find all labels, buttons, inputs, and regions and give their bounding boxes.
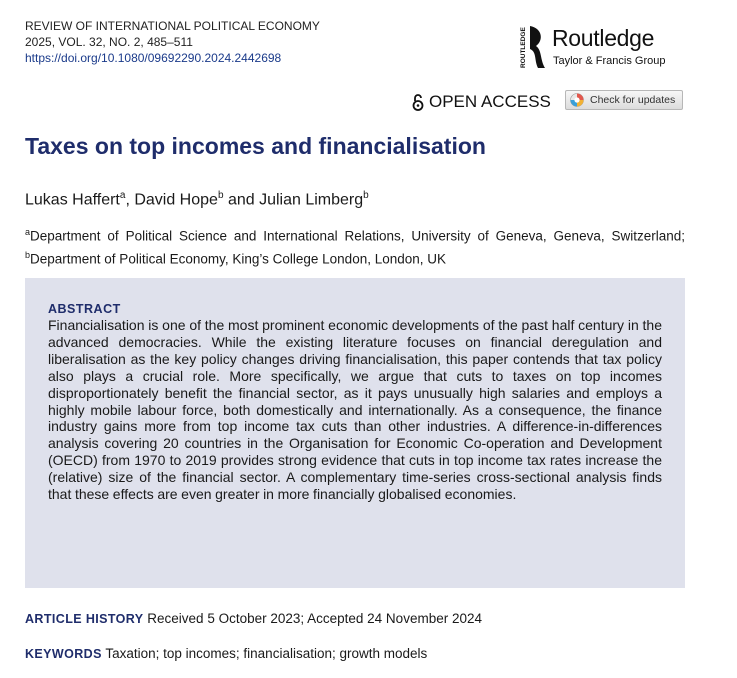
article-history-label: ARTICLE HISTORY [25, 612, 144, 626]
article-title: Taxes on top incomes and financialisation [25, 133, 486, 159]
publisher-group: Taylor & Francis Group [553, 55, 666, 67]
affiliation-mark: b [25, 249, 31, 260]
article-history-text: Received 5 October 2023; Accepted 24 November 2024 [147, 611, 482, 626]
abstract-text: Financialisation is one of the most prominent economic developments of the past half century in the advanced democracies. While the existing literature focuses on financial deregulation and liberalisation as the key policy changes driving financialisation, this paper contends that tax policy also plays a crucial role. More specifically, we argue that cuts to taxes on top incomes disproportionately benefit the financial sector, as it pays unusually high salaries and employs a highly mobile labour force, both domestically and internationally. As a consequence, the finance industry gains more from top income tax cuts than other industries. A difference-in-differences analysis covering 20 countries in the Organisation for Economic Co-operation and Development (OECD) from 1970 to 2019 provides strong evidence that cuts in top income tax rates increase the (relative) size of the financial sector. A complementary time-series cross-sectional analysis finds that these effects are even greater in more financially globalised economies. [48, 317, 662, 503]
publisher-logo [518, 24, 708, 74]
author-name[interactable]: Lukas Haffert [25, 191, 120, 209]
keywords-text: Taxation; top incomes; financialisation; growth models [105, 646, 428, 661]
keywords [25, 645, 427, 663]
author-name[interactable]: David Hope [134, 191, 218, 209]
crossmark-icon [570, 93, 584, 107]
affiliation-text: Department of Political Science and International Relations, University of Geneva, Geneva, Switzerland; [30, 228, 685, 244]
article-history [25, 610, 482, 628]
check-for-updates-label: Check for updates [590, 94, 676, 106]
author-affiliation-mark: b [363, 190, 369, 201]
publisher-name: Routledge [552, 25, 655, 51]
author-separator: , [125, 191, 135, 209]
affiliations [25, 223, 685, 268]
affiliation-mark: a [25, 227, 31, 237]
journal-volume-info: 2025, VOL. 32, NO. 2, 485–511 [25, 35, 193, 49]
author-affiliation-mark: b [217, 190, 224, 201]
author-affiliation-mark: a [119, 190, 126, 201]
open-lock-icon [412, 93, 424, 111]
publisher-mark-text: ROUTLEDGE [520, 27, 527, 68]
author-separator: and [223, 191, 260, 209]
author-name[interactable]: Julian Limberg [259, 191, 364, 209]
abstract-box [25, 278, 685, 588]
journal-name: REVIEW OF INTERNATIONAL POLITICAL ECONOMY [25, 19, 320, 33]
author-list [25, 185, 369, 211]
routledge-logo-icon [518, 24, 546, 70]
access-row [412, 90, 676, 114]
check-for-updates-button[interactable] [565, 90, 683, 110]
keywords-label: KEYWORDS [25, 647, 102, 661]
affiliation-text: Department of Political Economy, King’s College London, London, UK [30, 251, 447, 266]
open-access-badge [412, 92, 551, 112]
open-access-label: OPEN ACCESS [429, 92, 551, 111]
abstract-heading: ABSTRACT [48, 302, 121, 316]
doi-link[interactable]: https://doi.org/10.1080/09692290.2024.2442698 [25, 51, 282, 65]
journal-meta [25, 18, 320, 66]
